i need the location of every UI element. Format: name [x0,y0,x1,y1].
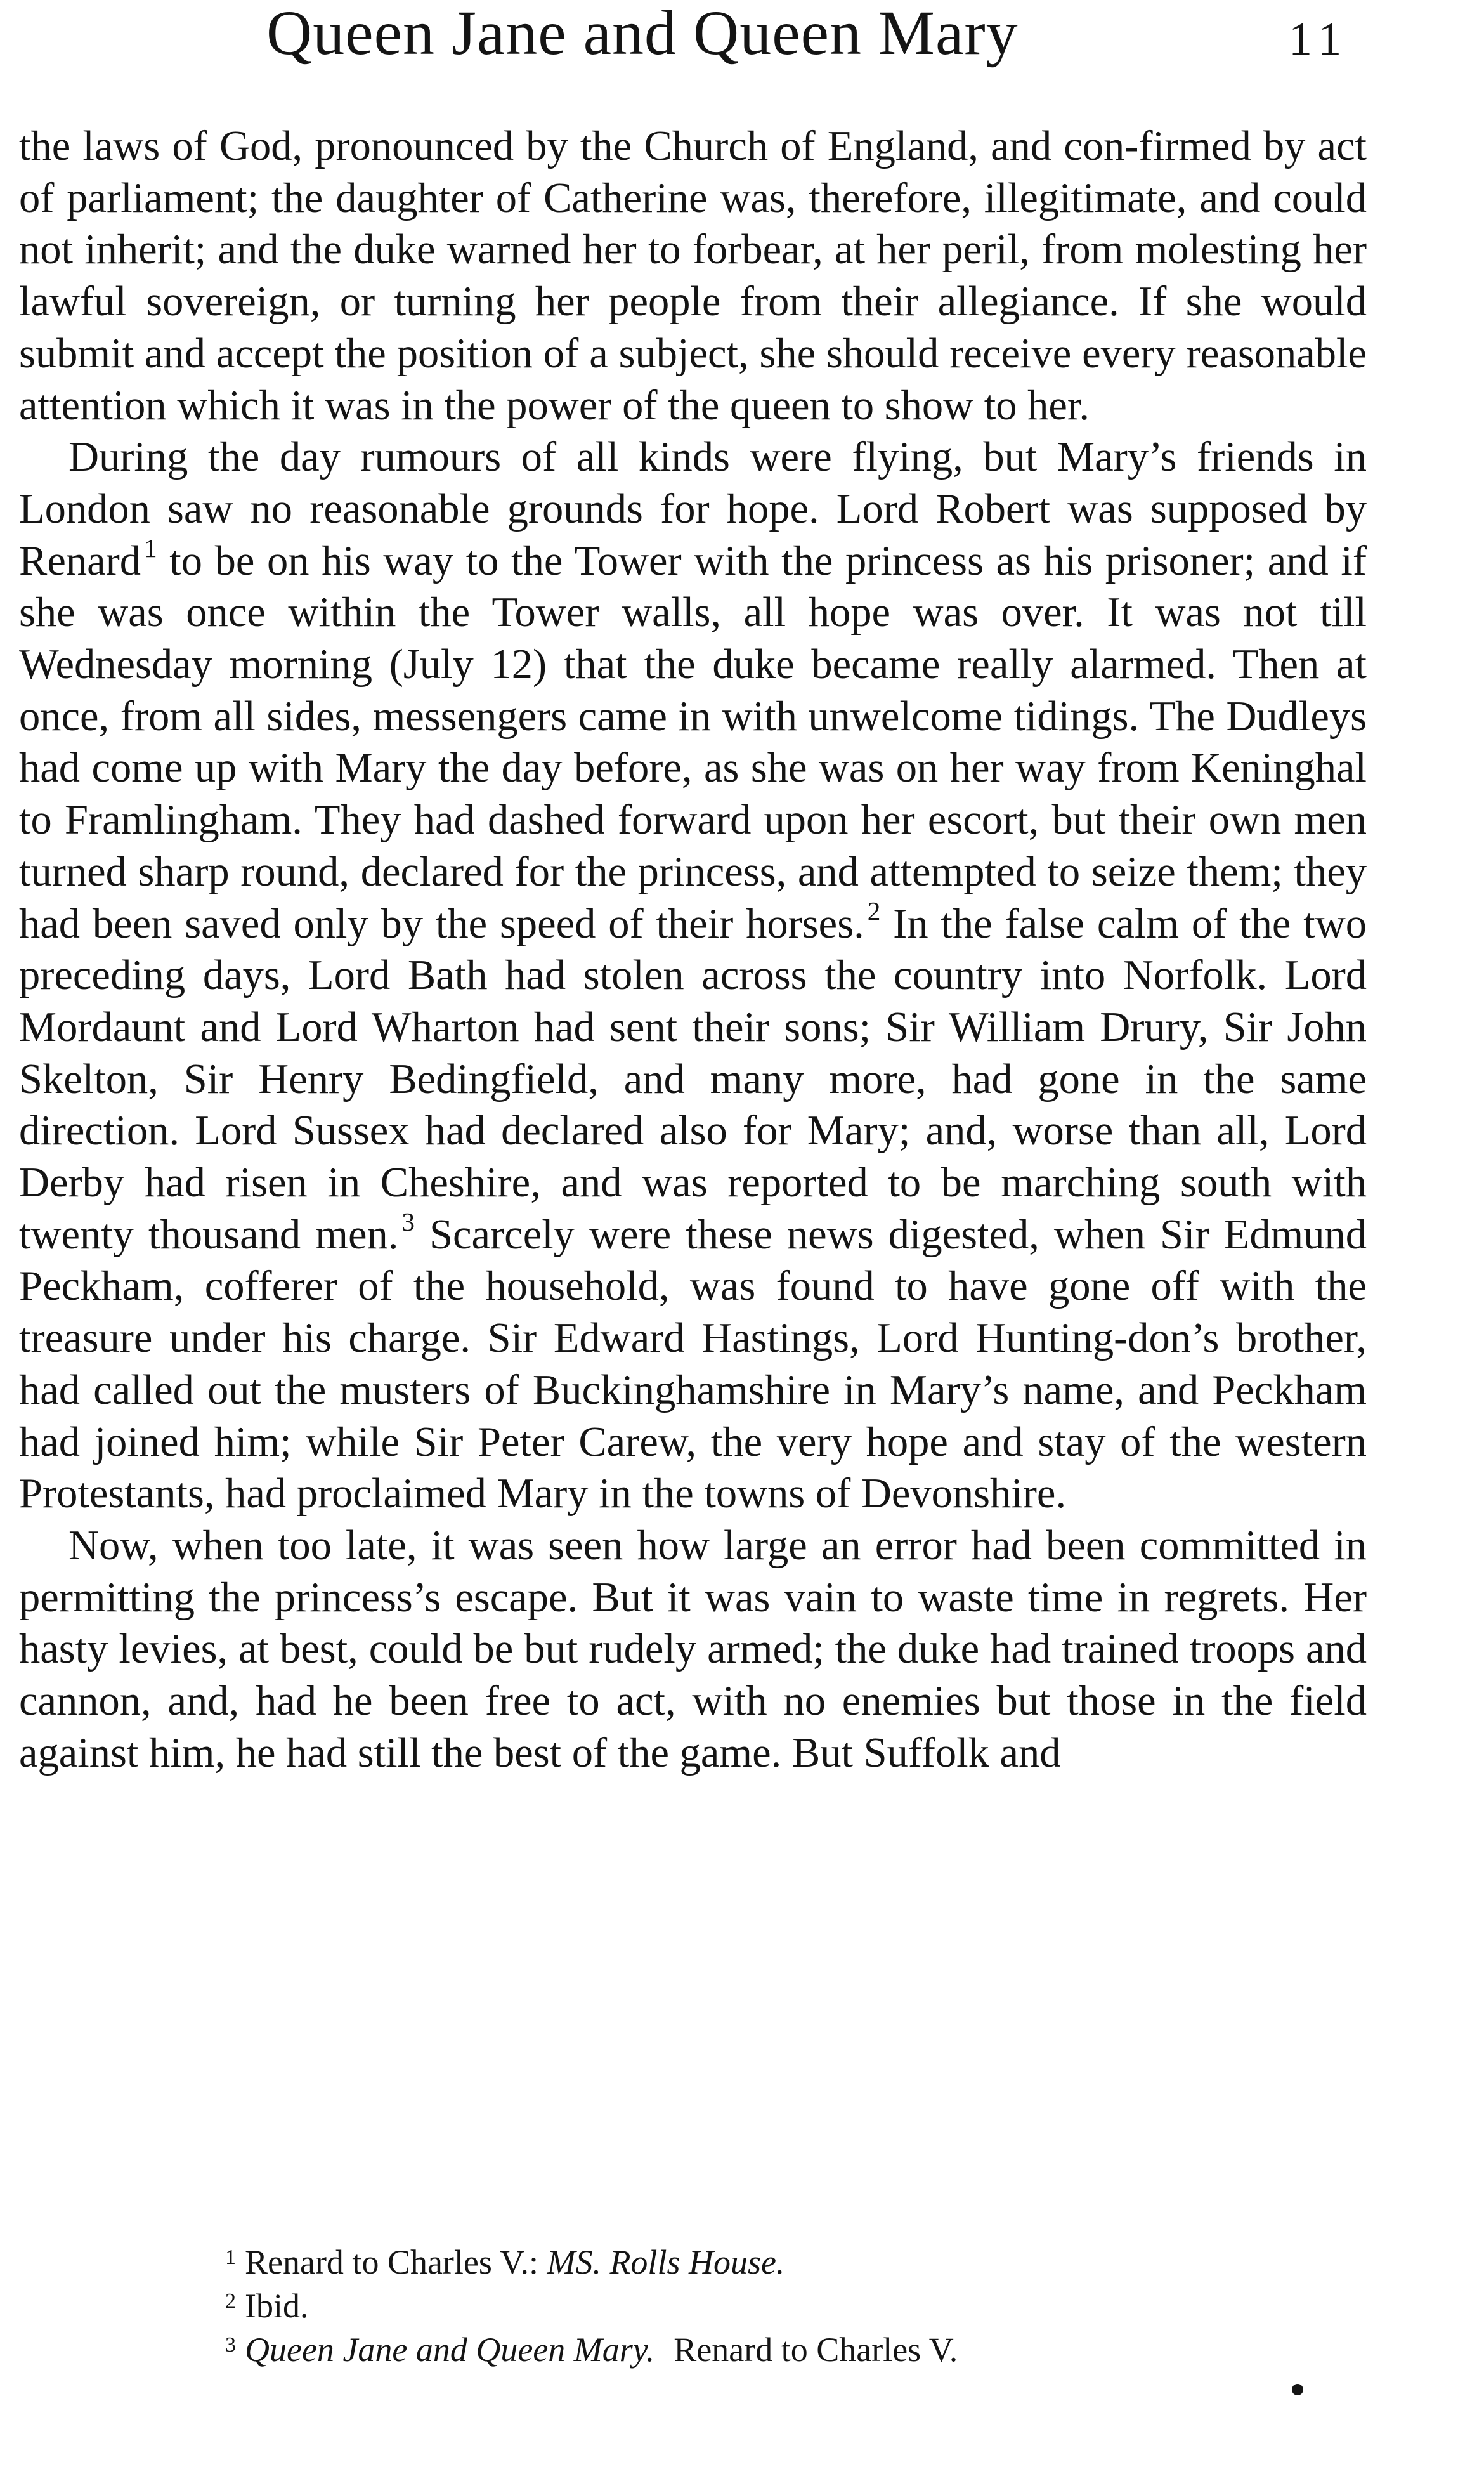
paragraph-2 [19,431,1367,1520]
paragraph-1-text: the laws of God, pronounced by the Church of England, and con-firmed by act of parliament; the daughter of Catherine was, therefore, illegitimate, and could not inherit; and the duke warned her to forbear, at her peril, from molesting her lawful sovereign, or turning her people from their allegiance. If she would submit and accept the position of a subject, she should receive every reasonable attention which it was in the power of the queen to show to her. [19,123,1367,429]
running-title: Queen Jane and Queen Mary [266,0,1019,68]
ink-dot-mark [1292,2384,1303,2395]
footnote-3 [225,2326,1303,2369]
footnote-mark: 3 [225,2333,236,2357]
footnote-text: Renard to Charles V.: [245,2243,547,2281]
footnote-text: Ibid. [245,2287,309,2325]
paragraph-1 [19,121,1367,431]
footnote-ref-1: 1 [144,533,157,563]
paragraph-3-text: Now, when too late, it was seen how large an error had been committed in permitting the princess’s escape. But it was vain to waste time in regrets. Her hasty levies, at best, could be but rudely armed; the duke had trained troops and cannon, and, had he been free to act, with no enemies but those in the field against him, he had still the best of the game. But Suffolk and [19,1522,1367,1776]
footnote-after: Renard to Charles V. [674,2331,958,2369]
paragraph-2-text-a: During the day rumours of all kinds were flying, but Mary’s friends in London saw no reasonable grounds for hope. Lord Robert was supposed by Renard [19,434,1367,584]
paragraph-2-text-b: to be on his way to the Tower with the princess as his prisoner; and if she was once within the Tower walls, all hope was over. It was not till Wednesday morning (July 12) that the duke became really alarmed. Then at once, from all sides, messengers came in with unwelcome tidings. The Dudleys had come up with Mary the day before, as she was on her way from Keninghal to Framlingham. They had dashed forward upon her escort, but their own men turned sharp round, declared for the princess, and attempted to seize them; they had been saved only by the speed of their horses. [19,537,1367,947]
footnote-2 [225,2282,1303,2326]
running-head [0,0,1376,77]
paragraph-2-text-c: In the false calm of the two preceding days, Lord Bath had stolen across the country into Norfolk. Lord Mordaunt and Lord Wharton had sent their sons; Sir William Drury, Sir John Skelton, Sir Henry Bedingfield, and many more, had gone in the same direction. Lord Sussex had declared also for Mary; and, worse than all, Lord Derby had risen in Cheshire, and was reported to be marching south with twenty thousand men. [19,900,1367,1258]
paragraph-2-text-d: Scarcely were these news digested, when Sir Edmund Peckham, cofferer of the household, was found to have gone off with the treasure under his charge. Sir Edward Hastings, Lord Hunting-don’s brother, had called out the musters of Buckinghamshire in Mary’s name, and Peckham had joined him; while Sir Peter Carew, the very hope and stay of the western Protestants, had proclaimed Mary in the towns of Devonshire. [19,1211,1367,1517]
footnote-source: Queen Jane and Queen Mary. [245,2331,655,2369]
footnote-source: MS. Rolls House. [547,2243,785,2281]
paragraph-3 [19,1520,1367,1779]
footnote-mark: 2 [225,2289,236,2313]
footnote-ref-2: 2 [867,896,881,926]
footnote-1 [225,2238,1303,2282]
footnote-ref-3: 3 [401,1207,415,1236]
footnote-mark: 1 [225,2246,236,2269]
footnotes [225,2238,1303,2369]
body-text [19,121,1367,1779]
page-number: 11 [1289,13,1350,65]
